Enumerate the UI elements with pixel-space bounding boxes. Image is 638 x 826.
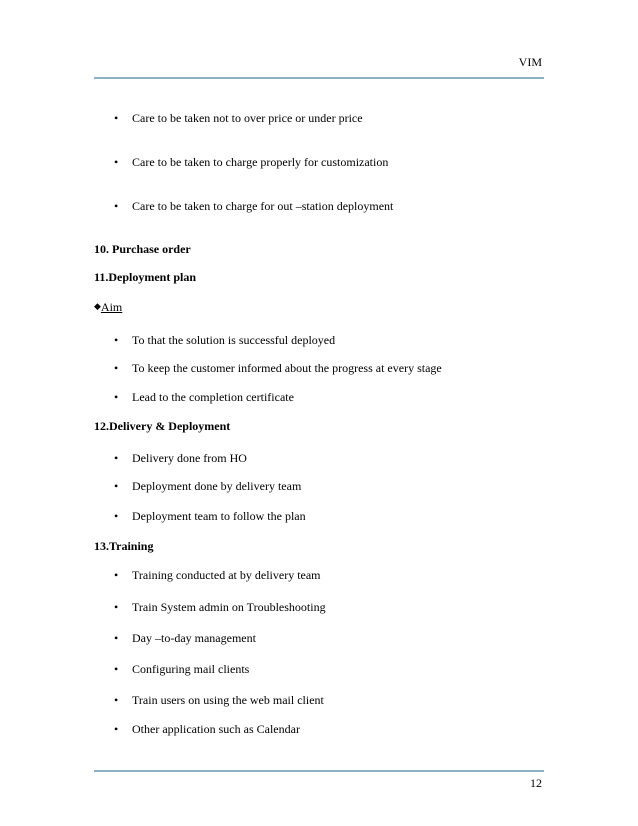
- bullet-icon: •: [114, 479, 119, 493]
- bullet-icon: •: [114, 600, 119, 614]
- section-heading: 12.Delivery & Deployment: [94, 419, 231, 433]
- list-item: • Day –to-day management: [114, 631, 256, 645]
- list-item: • Configuring mail clients: [114, 662, 250, 676]
- bullet-icon: •: [114, 662, 119, 676]
- bullet-icon: •: [114, 722, 119, 736]
- list-item: • To keep the customer informed about the progress at every stage: [114, 361, 442, 375]
- bullet-icon: •: [114, 631, 119, 645]
- section-heading: 13.Training: [94, 539, 154, 553]
- list-item: • Delivery done from HO: [114, 451, 247, 465]
- bullet-icon: •: [114, 155, 119, 169]
- bullet-icon: •: [114, 693, 119, 707]
- section-heading: 10. Purchase order: [94, 242, 191, 256]
- bullet-icon: •: [114, 390, 119, 404]
- bullet-icon: •: [114, 199, 119, 213]
- list-item: • Train users on using the web mail client: [114, 693, 324, 707]
- bullet-icon: •: [114, 333, 119, 347]
- section-heading: 11.Deployment plan: [94, 270, 197, 284]
- bullet-icon: •: [114, 509, 119, 523]
- bullet-icon: •: [114, 361, 119, 375]
- list-item: • To that the solution is successful deployed: [114, 333, 336, 347]
- list-item: • Training conducted at by delivery team: [114, 568, 321, 582]
- header-rule: [94, 77, 544, 79]
- footer-rule: [94, 770, 544, 772]
- list-item: • Train System admin on Troubleshooting: [114, 600, 326, 614]
- list-item: • Care to be taken to charge for out –station deployment: [114, 199, 394, 213]
- bullet-icon: •: [114, 111, 119, 125]
- bullet-icon: •: [114, 451, 119, 465]
- list-item: • Care to be taken not to over price or under price: [114, 111, 363, 125]
- bullet-icon: •: [114, 568, 119, 582]
- page-number: 12: [530, 776, 542, 790]
- list-item: • Lead to the completion certificate: [114, 390, 294, 404]
- diamond-icon: ◆: [94, 301, 101, 311]
- header-title: VIM: [518, 55, 542, 69]
- list-item: • Deployment team to follow the plan: [114, 509, 306, 523]
- aim-subheading: ◆Aim: [94, 300, 123, 314]
- list-item: • Care to be taken to charge properly for customization: [114, 155, 389, 169]
- list-item: • Other application such as Calendar: [114, 722, 300, 736]
- list-item: • Deployment done by delivery team: [114, 479, 302, 493]
